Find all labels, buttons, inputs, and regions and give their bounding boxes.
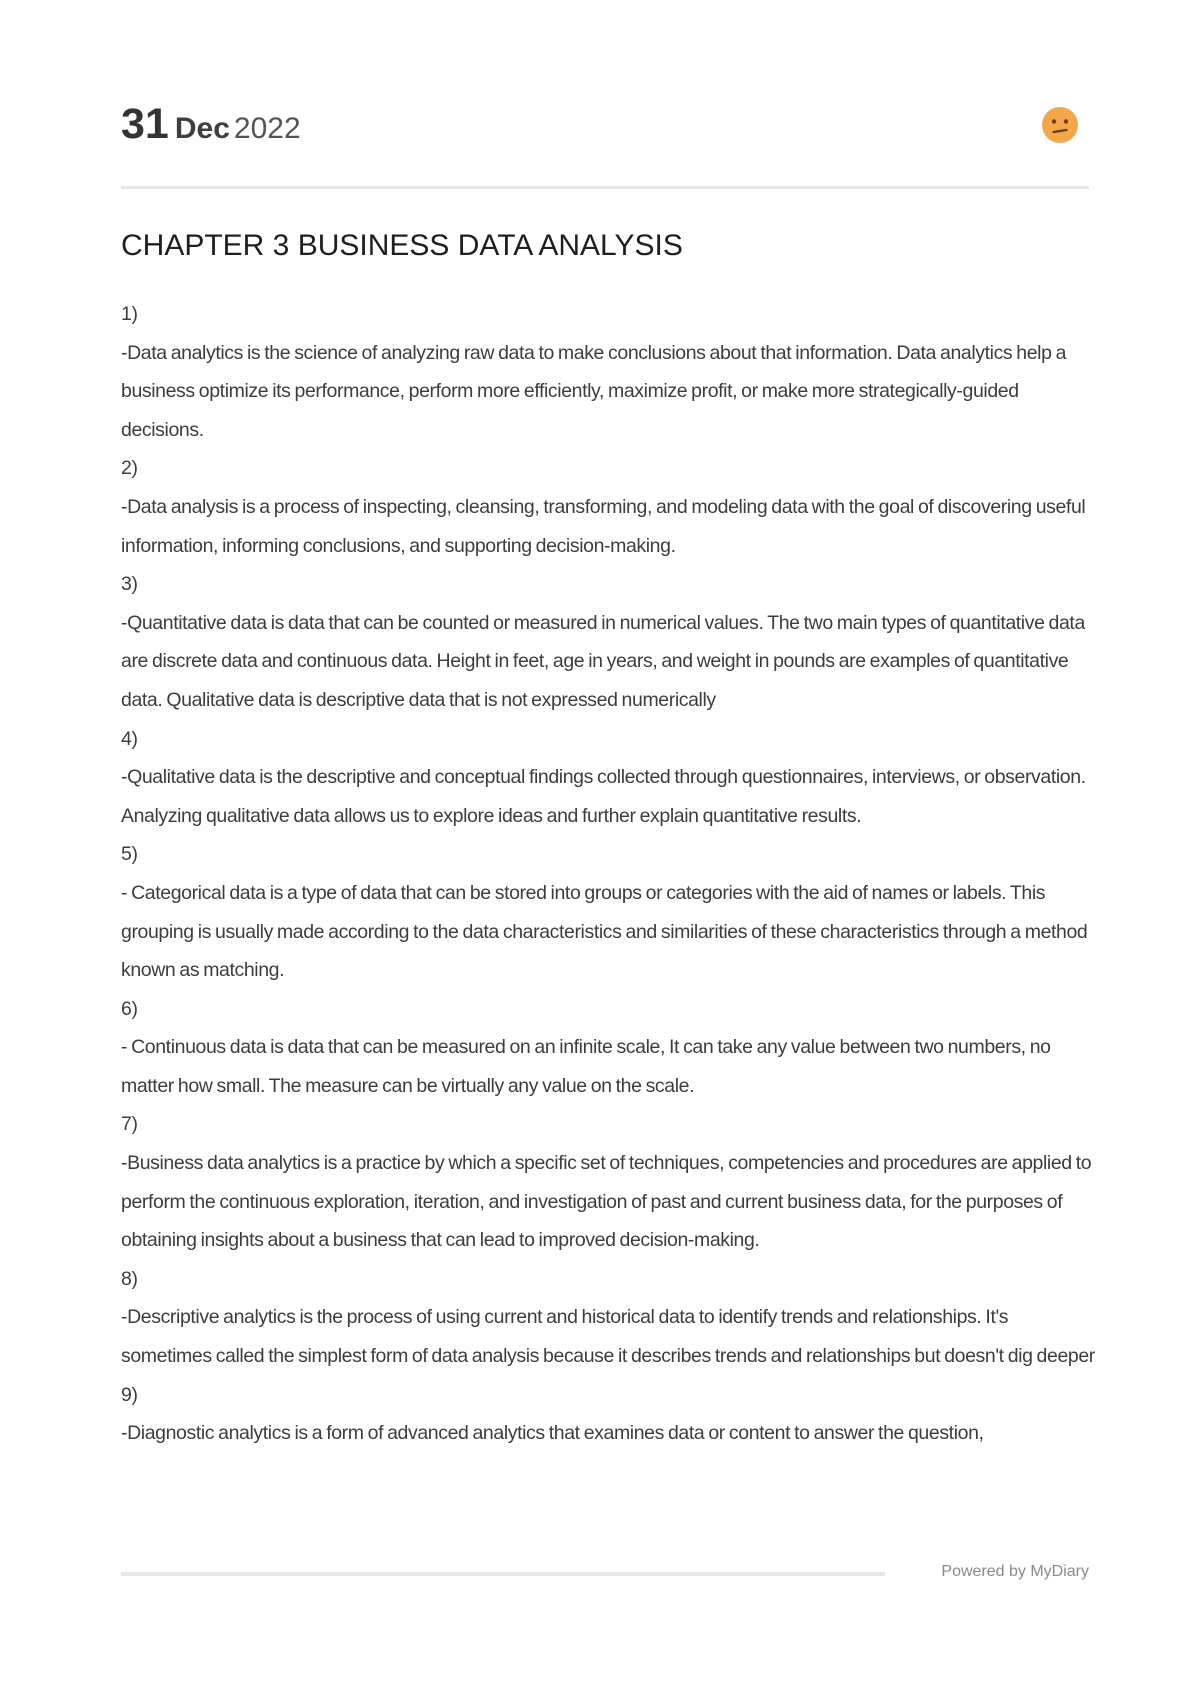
entry-text: -Business data analytics is a practice by which a specific set of techniques, competencies and procedures are applied to perform the continuous exploration, iteration, and investigation of past and current business data, for the purposes of obtaining insights about a business that can lead to improved decision-making. [121,1152,1092,1252]
entry-text: - Categorical data is a type of data that can be stored into groups or categories with the aid of names or labels. This grouping is usually made according to the data characteristics and similarities of these characteristics through a method known as matching. [121,881,1088,982]
entry-number: 3) [121,573,138,596]
date-month: Dec [174,112,230,145]
entry-number: 7) [121,1113,138,1136]
entry-text: -Qualitative data is the descriptive and conceptual findings collected through questionnaires, interviews, or observation. Analyzing qualitative data allows us to explore ideas and further explain quantitative results. [121,766,1086,827]
entry-number: 2) [121,457,138,480]
entry-text: -Diagnostic analytics is a form of advanced analytics that examines data or content to answer the question, [121,1422,984,1445]
entry-text: -Data analysis is a process of inspecting, cleansing, transforming, and modeling data with the goal of discovering useful information, informing conclusions, and supporting decision-making. [121,495,1086,557]
footer-divider [121,1572,885,1576]
entry-text: -Data analytics is the science of analyzing raw data to make conclusions about that information. Data analytics help a business optimize its performance, perform more efficiently, maximize profit, or make more strategically-guided decisions. [121,341,1067,441]
entry-list [121,295,1096,1453]
entry-text: - Continuous data is data that can be measured on an infinite scale, It can take any value between two numbers, no matter how small. The measure can be virtually any value on the scale. [121,1036,1051,1097]
entry-number: 6) [121,997,138,1020]
entry-text: -Descriptive analytics is the process of using current and historical data to identify trends and relationships. It's sometimes called the simplest form of data analysis because it describes trends and relationships but doesn't dig deeper [121,1306,1095,1368]
date-day: 31 [121,100,169,148]
entry-text: -Quantitative data is data that can be counted or measured in numerical values. The two main types of quantitative data are discrete data and continuous data. Height in feet, age in years, and weight in pounds are examples of quantitative data. Qualitative data is descriptive data that is not expressed numerically [121,611,1085,711]
diary-page [121,0,1095,1697]
entry-number: 4) [121,727,138,750]
entry-number: 1) [121,303,138,325]
entry-date [121,100,301,148]
entry-number: 5) [121,843,138,866]
date-header [121,100,1089,163]
powered-by-label: Powered by MyDiary [941,1563,1089,1580]
entry-number: 9) [121,1383,138,1406]
entry-number: 8) [121,1267,138,1290]
confused-face-icon [1041,106,1079,144]
date-year: 2022 [233,112,301,145]
document-title: CHAPTER 3 BUSINESS DATA ANALYSIS [121,229,683,262]
header-divider [121,186,1089,189]
